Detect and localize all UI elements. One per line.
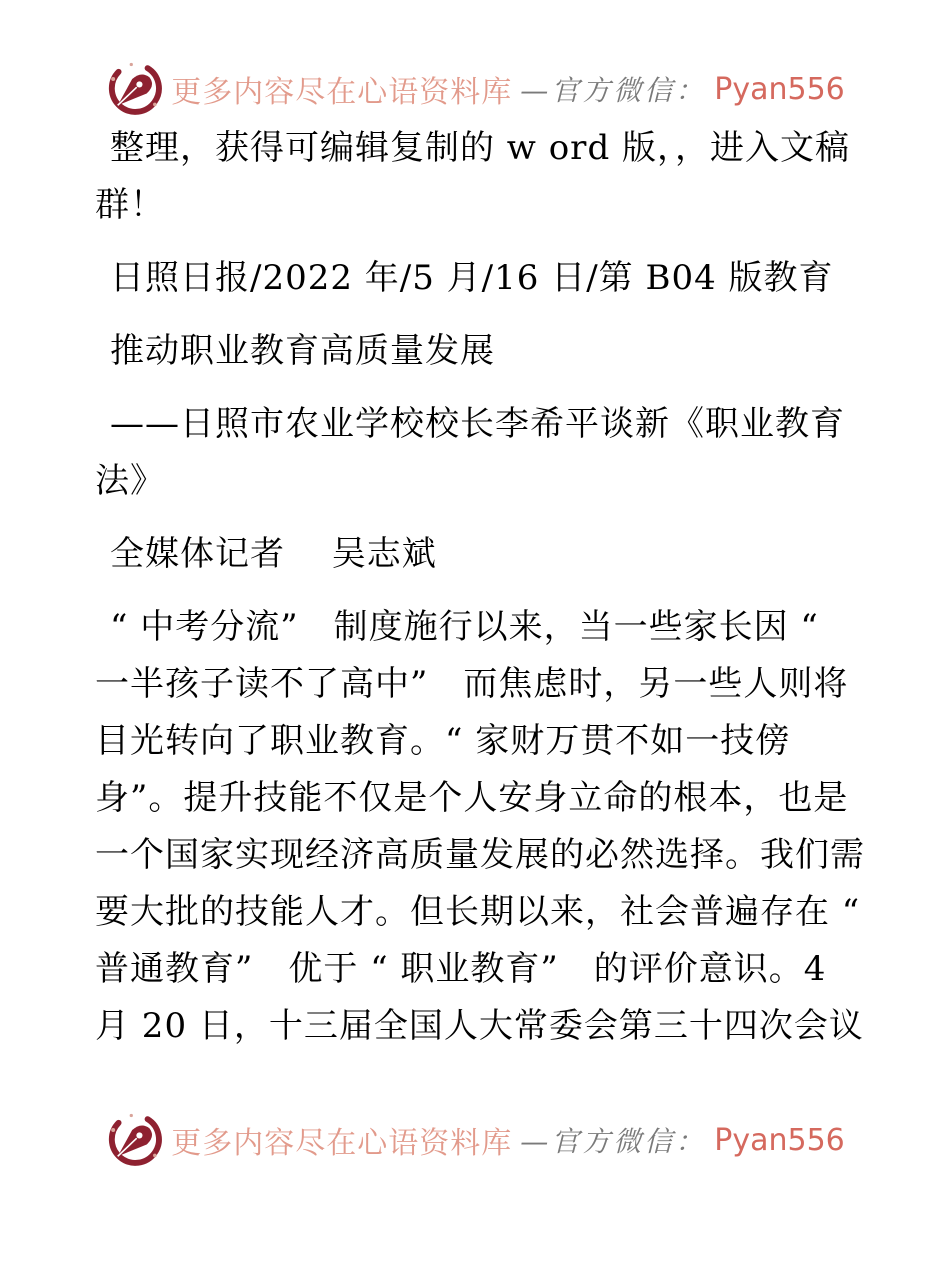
- watermark-footer: [0, 1109, 950, 1171]
- text-line: 月 20 日，十三届全国人大常委会第三十四次会议: [95, 1006, 864, 1046]
- text-line: 法》: [95, 461, 165, 501]
- text-line: 群！: [95, 185, 165, 225]
- watermark-wechat-id: Pyan556: [714, 71, 845, 107]
- watermark-brand-text: 更多内容尽在心语资料库: [171, 1126, 513, 1161]
- paragraph: [95, 396, 855, 510]
- pen-nib-circle-icon: [105, 60, 163, 118]
- text-line: ——日照市农业学校校长李希平谈新《职业教育: [110, 404, 845, 444]
- text-line: 要大批的技能人才。但长期以来，社会普遍存在 “: [95, 892, 861, 932]
- watermark-wechat-label: —官方微信：: [520, 1125, 707, 1158]
- watermark-wechat-label: —官方微信：: [520, 74, 707, 107]
- pen-nib-circle-icon: [105, 1111, 163, 1169]
- text-line: 普通教育” 优于 “ 职业教育” 的评价意识。4: [95, 949, 827, 989]
- document-body: [95, 120, 865, 1055]
- paragraph: [95, 526, 855, 583]
- text-line: 目光转向了职业教育。“ 家财万贯不如一技傍: [95, 721, 791, 761]
- text-line: 一个国家实现经济高质量发展的必然选择。我们需: [95, 835, 865, 875]
- text-line: 身”。提升技能不仅是个人安身立命的根本，也是: [95, 778, 849, 818]
- watermark-wechat-id: Pyan556: [714, 1122, 845, 1158]
- paragraph: [95, 323, 855, 380]
- paragraph: [95, 250, 855, 307]
- watermark-brand-text: 更多内容尽在心语资料库: [171, 75, 513, 110]
- text-line: “ 中考分流” 制度施行以来，当一些家长因 “: [110, 607, 819, 647]
- watermark-header: [0, 58, 950, 120]
- paragraph: [95, 120, 855, 234]
- text-line: 全媒体记者 吴志斌: [110, 534, 437, 574]
- text-line: 推动职业教育高质量发展: [110, 331, 495, 371]
- text-line: 日照日报/2022 年/5 月/16 日/第 B04 版教育: [110, 258, 834, 298]
- text-line: 整理，获得可编辑复制的 w ord 版，，进入文稿: [110, 128, 851, 168]
- text-line: 一半孩子读不了高中” 而焦虑时，另一些人则将: [95, 664, 849, 704]
- paragraph: [95, 599, 865, 1055]
